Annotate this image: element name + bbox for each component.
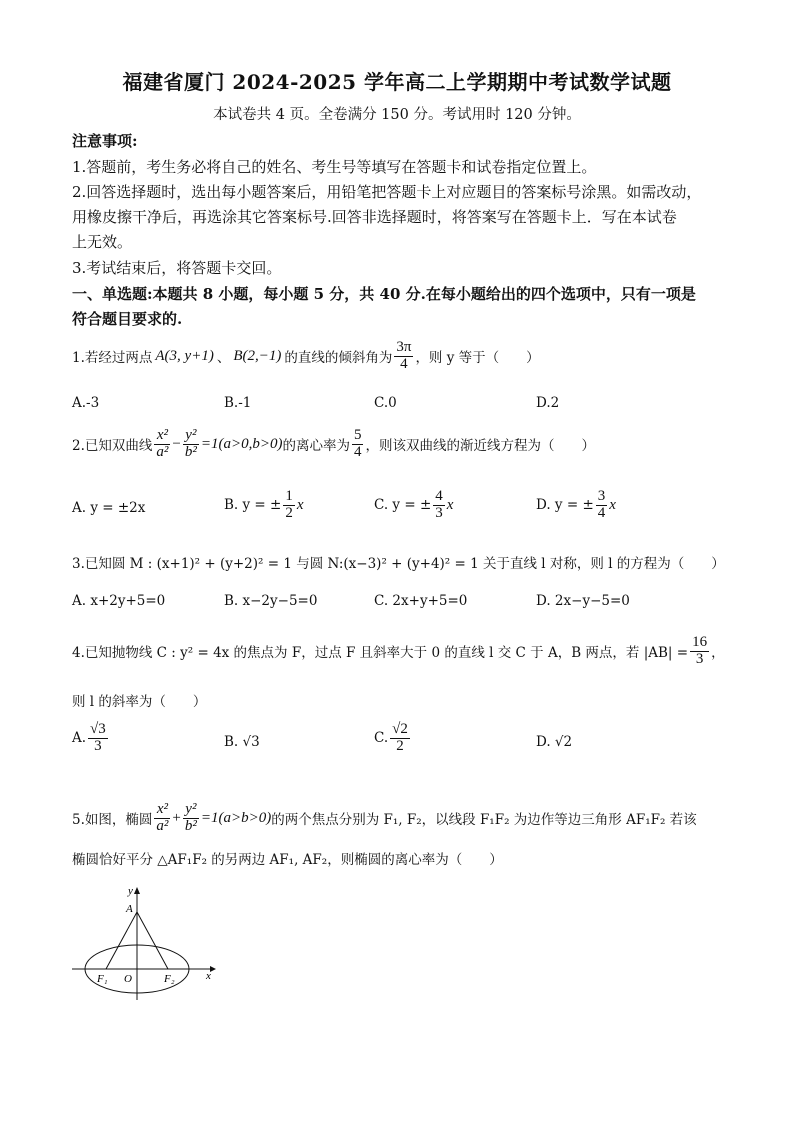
q2-condition: =1(a>0,b>0)	[200, 435, 283, 452]
note-item-2-line3: 上无效。	[72, 233, 133, 251]
q4-option-c-fraction	[390, 722, 410, 755]
q2-option-b-fraction	[283, 489, 295, 522]
question-3: 3.已知圆 M : (x+1)² + (y+2)² = 1 与圆 N:(x−3)² + (y+4)² = 1 关于直线 l 对称，则 l 的方程为（ ）	[72, 556, 725, 572]
q4-ab-den: 3	[695, 650, 704, 667]
q2-f2-num: y²	[183, 428, 199, 445]
q2-fraction-x	[154, 428, 170, 461]
q2-f2-den: b²	[184, 443, 197, 460]
q2-option-c	[374, 489, 453, 522]
q2-minus: −	[172, 435, 181, 452]
y-axis-arrow	[134, 887, 140, 894]
q3-option-b: B. x−2y−5=0	[224, 593, 318, 609]
q5-f2-num: y²	[183, 802, 199, 819]
q2-option-c-fraction	[433, 489, 445, 522]
q2-option-b-post: x	[296, 496, 304, 513]
q1-mid: 的直线的倾斜角为	[284, 350, 393, 367]
question-5-line2: 椭圆恰好平分 △AF₁F₂ 的另两边 AF₁, AF₂，则椭圆的离心率为（ ）	[72, 852, 503, 868]
q5-fraction-x	[154, 802, 170, 835]
q4-option-a-fraction	[88, 722, 108, 755]
q2-f1-den: a²	[156, 443, 169, 460]
page-title: 福建省厦门 2024-2025 学年高二上学期期中考试数学试题	[122, 70, 672, 94]
note-item-3: 3.考试结束后，将答题卡交回。	[72, 259, 282, 277]
q2-option-c-num: 4	[435, 488, 443, 504]
q4-ab-fraction	[690, 635, 709, 668]
label-x: x	[206, 970, 211, 982]
q2-option-a: A. y = ±2x	[72, 500, 146, 516]
q4-option-c-num: √2	[392, 721, 408, 737]
q1-angle-den: 4	[400, 355, 408, 372]
q1-option-a: A.-3	[72, 395, 100, 411]
q4-option-a-den: 3	[94, 737, 102, 754]
q2-option-b-pre: B. y = ±	[224, 497, 282, 514]
question-1	[72, 340, 540, 373]
q5-f1-den: a²	[156, 817, 169, 834]
q2-e-num: 5	[353, 427, 362, 443]
section-heading-line1: 一、单选题:本题共 8 小题，每小题 5 分，共 40 分.在每小题给出的四个选项中，只有一项是	[72, 285, 696, 303]
question-4-line2: 则 l 的斜率为（ ）	[72, 694, 207, 710]
q2-f1-num: x²	[154, 428, 170, 445]
label-a: A	[126, 903, 133, 915]
q2-e-den: 4	[353, 443, 362, 460]
label-f1: F₁	[97, 973, 108, 985]
q5-condition: =1(a>b>0)	[200, 809, 272, 826]
q5-plus: +	[172, 809, 181, 826]
note-item-2-line1: 2.回答选择题时，选出每小题答案后，用铅笔把答题卡上对应题目的答案标号涂黑。如需改动，	[72, 183, 702, 201]
q2-fraction-y	[183, 428, 199, 461]
x-axis-arrow	[210, 966, 216, 972]
q2-option-d-post: x	[609, 496, 616, 513]
section-heading-line2: 符合题目要求的.	[72, 310, 183, 328]
q4-option-a-pre: A.	[72, 730, 87, 747]
q5-prefix: 5.如图，椭圆	[72, 812, 153, 829]
q2-option-d-pre: D. y = ±	[536, 497, 594, 514]
q1-angle-num: 3π	[396, 339, 412, 355]
side-af1	[106, 912, 137, 969]
notes-heading: 注意事项:	[72, 132, 138, 150]
note-item-1: 1.答题前，考生务必将自己的姓名、考生号等填写在答题卡和试卷指定位置上。	[72, 158, 597, 176]
q4-option-b: B. √3	[224, 734, 260, 750]
q3-option-d: D. 2x−y−5=0	[536, 593, 630, 609]
ellipse-figure	[66, 882, 226, 1002]
q4-option-a	[72, 722, 110, 755]
q3-option-c: C. 2x+y+5=0	[374, 593, 468, 609]
q2-option-c-pre: C. y = ±	[374, 497, 432, 514]
q1-option-b: B.-1	[224, 395, 252, 411]
q1-suffix: ，则 y 等于（ ）	[415, 350, 540, 367]
q1-prefix: 1.若经过两点	[72, 350, 153, 367]
q1-option-c: C.0	[374, 395, 397, 411]
q2-mid: 的离心率为	[282, 438, 350, 455]
question-2	[72, 428, 595, 461]
question-4-line1	[72, 635, 725, 668]
q1-option-d: D.2	[536, 395, 560, 411]
q4-option-d: D. √2	[536, 734, 573, 750]
note-item-2-line2: 用橡皮擦干净后，再选涂其它答案标号.回答非选择题时，将答案写在答题卡上．写在本试卷	[72, 208, 677, 226]
side-af2	[137, 912, 168, 969]
q2-e-fraction	[352, 428, 364, 461]
q2-option-d	[536, 489, 616, 522]
q4-line1-pre: 4.已知抛物线 C : y² = 4x 的焦点为 F，过点 F 且斜率大于 0 的直线 l 交 C 于 A，B 两点，若 |AB| =	[72, 645, 689, 662]
q5-fraction-y	[183, 802, 199, 835]
q4-option-c-den: 2	[396, 737, 404, 754]
q2-prefix: 2.已知双曲线	[72, 438, 153, 455]
q2-option-d-fraction	[596, 489, 608, 522]
q3-option-a: A. x+2y+5=0	[72, 593, 166, 609]
q1-angle-fraction	[394, 340, 413, 373]
q2-option-b-den: 2	[285, 504, 293, 521]
label-f2: F₂	[164, 973, 175, 985]
q5-line1-post: 的两个焦点分别为 F₁, F₂，以线段 F₁F₂ 为边作等边三角形 AF₁F₂ 若该	[271, 812, 697, 829]
q4-option-c-pre: C.	[374, 730, 389, 747]
q4-line1-post: ，	[711, 645, 725, 662]
q2-option-d-num: 3	[597, 488, 606, 504]
question-5-line1	[72, 802, 697, 835]
q4-option-a-num: √3	[90, 721, 106, 737]
q1-point-b: B(2,−1)	[233, 347, 282, 364]
q5-f1-num: x²	[154, 802, 170, 819]
exam-info: 本试卷共 4 页。全卷满分 150 分。考试用时 120 分钟。	[213, 107, 581, 123]
label-y: y	[128, 885, 133, 897]
q5-f2-den: b²	[184, 817, 197, 834]
q2-option-b	[224, 489, 304, 522]
q2-option-c-post: x	[446, 496, 454, 513]
q2-option-b-num: 1	[285, 488, 293, 504]
q2-suffix: ，则该双曲线的渐近线方程为（ ）	[365, 438, 595, 455]
q4-option-c	[374, 722, 412, 755]
q2-option-d-den: 4	[597, 504, 606, 521]
q1-point-a: A(3, y+1)	[155, 347, 214, 364]
label-o: O	[124, 973, 132, 985]
q4-ab-num: 16	[692, 634, 708, 650]
q2-option-c-den: 3	[435, 504, 443, 521]
q1-sep: 、	[216, 350, 231, 367]
